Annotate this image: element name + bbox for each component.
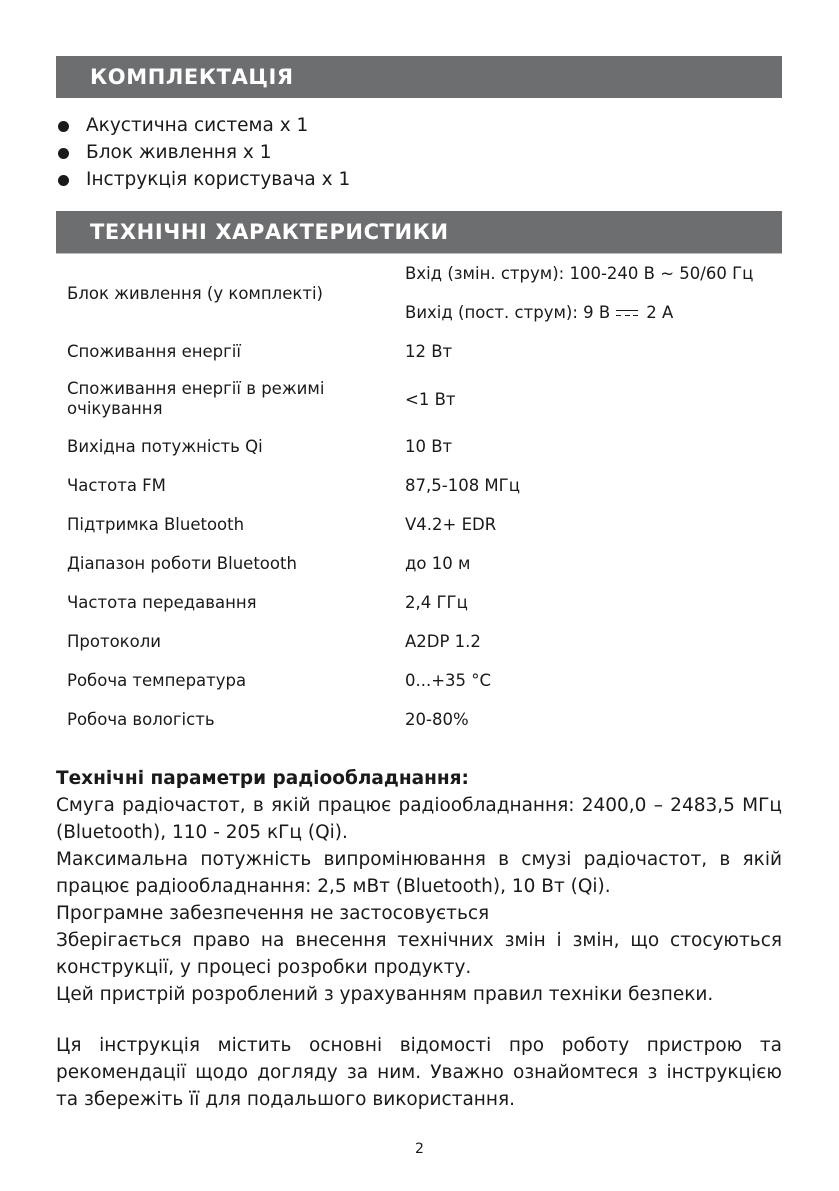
radio-params-line: Цей пристрій розроблений з урахуванням правил техніки безпеки.: [56, 984, 714, 1005]
table-row: Робоча температура 0...+35 °C: [67, 671, 492, 690]
radio-params: [56, 765, 782, 1008]
table-row: Споживання енергії 12 Вт: [67, 342, 453, 361]
radio-params-line: Зберігається право на внесення технічних змін і змін, що стосуються конструкції, у процесі розробки продукту.: [56, 930, 782, 978]
page-number: 2: [415, 1141, 424, 1157]
radio-params-line: Програмне забезпечення не застосовується: [56, 903, 490, 924]
table-row: Підтримка Bluetooth V4.2+ EDR: [67, 515, 497, 534]
table-row: Частота передавання 2,4 ГГц: [67, 593, 468, 612]
bullet-icon: [58, 175, 69, 186]
power-output-value: Вихід (пост. струм): 9 В 2 А: [405, 303, 674, 322]
power-input-value: Вхід (змін. струм): 100-240 В ~ 50/60 Гц: [405, 264, 754, 283]
table-row: Діапазон роботи Bluetooth до 10 м: [67, 554, 471, 573]
radio-params-line: Максимальна потужність випромінювання в смузі радіочастот, в якій працює радіообладнання: 2,5 мВт (Bluetooth), 10 Вт (Qi).: [56, 849, 782, 897]
list-item: Блок живлення х 1: [56, 139, 782, 166]
table-row: Частота FM 87,5-108 МГц: [67, 476, 520, 495]
radio-params-line: Смуга радіочастот, в якій працює радіообладнання: 2400,0 – 2483,5 МГц (Bluetooth), 110 - 205 кГц (Qi).: [56, 795, 782, 843]
spec-value: [403, 254, 782, 333]
instruction-note: Ця інструкція містить основні відомості про роботу пристрою та рекомендації щодо догляду за ним. Уважно ознайомтеся з інструкцією та збережіть її для подальшого використання.: [56, 1035, 782, 1110]
specs-header: ТЕХНІЧНІ ХАРАКТЕРИСТИКИ: [56, 211, 782, 253]
package-list: [56, 112, 782, 193]
list-item: Інструкція користувача х 1: [56, 166, 782, 193]
bullet-icon: [58, 148, 69, 159]
table-row: Споживання енергії в режимі очікування <1 Вт: [67, 379, 456, 418]
table-row: Протоколи A2DP 1.2: [67, 632, 481, 651]
radio-params-title: Технічні параметри радіообладнання:: [56, 768, 469, 789]
table-row: Робоча вологість 20-80%: [67, 710, 469, 729]
table-row: [56, 254, 782, 333]
package-header: КОМПЛЕКТАЦІЯ: [56, 56, 782, 98]
specs-table: [56, 253, 782, 739]
spec-label: Блок живлення (у комплекті): [67, 283, 323, 303]
bullet-icon: [58, 121, 69, 132]
manual-page: [56, 56, 782, 1113]
direct-current-icon: [616, 309, 638, 319]
list-item: Акустична система х 1: [56, 112, 782, 139]
table-row: Вихідна потужність Qi 10 Вт: [67, 437, 453, 456]
